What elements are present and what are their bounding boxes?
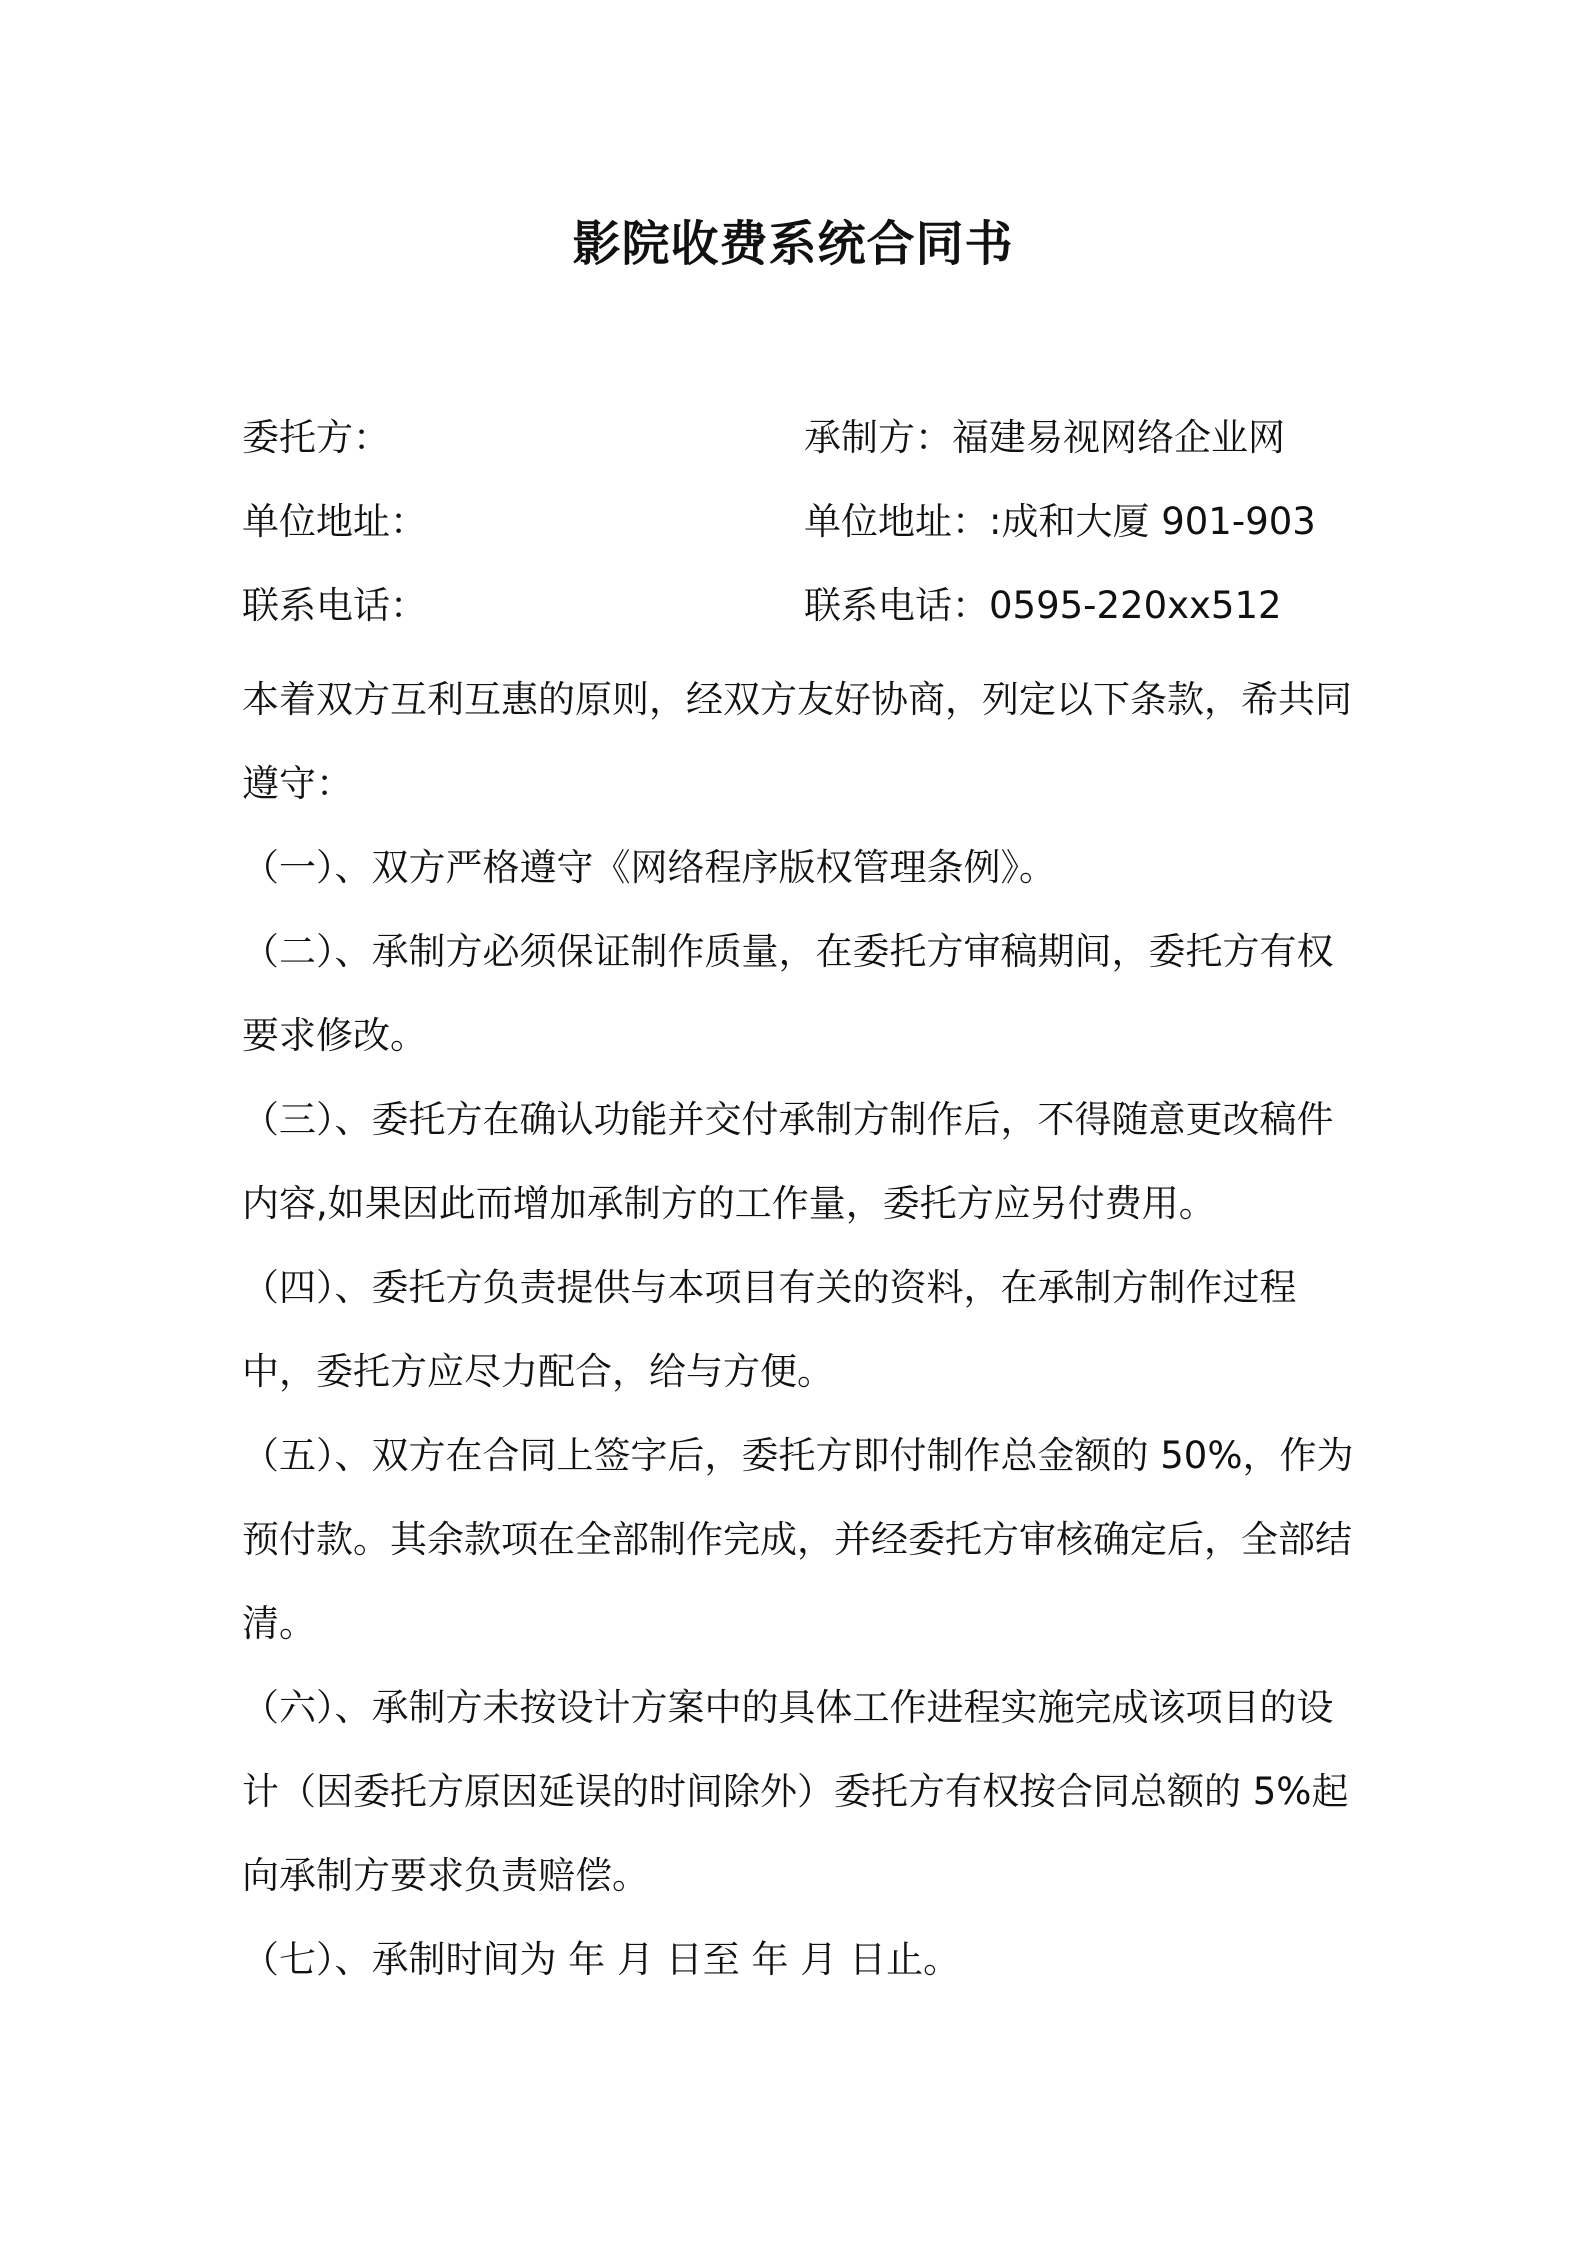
client-name-label: 委托方： — [242, 416, 390, 459]
clause-6: （六）、承制方未按设计方案中的具体工作进程实施完成该项目的设计（因委托方原因延误的时间除外）委托方有权按合同总额的 5%起向承制方要求负责赔偿。 — [242, 1686, 1349, 1897]
intro-paragraph: 本着双方互利互惠的原则，经双方友好协商，列定以下条款，希共同遵守： — [242, 678, 1352, 805]
contractor-name: 承制方：福建易视网络企业网 — [804, 416, 1285, 459]
party-address-row — [242, 492, 1362, 552]
client-address-label: 单位地址： — [242, 500, 427, 543]
contract-body — [242, 658, 1362, 2002]
clause-5: （五）、双方在合同上签字后，委托方即付制作总金额的 50%，作为预付款。其余款项在全部制作完成，并经委托方审核确定后，全部结清。 — [242, 1434, 1354, 1645]
clause-1: （一）、双方严格遵守《网络程序版权管理条例》。 — [242, 846, 1056, 889]
clause-2: （二）、承制方必须保证制作质量，在委托方审稿期间，委托方有权要求修改。 — [242, 930, 1334, 1057]
clause-4: （四）、委托方负责提供与本项目有关的资料，在承制方制作过程中，委托方应尽力配合，给与方便。 — [242, 1266, 1297, 1393]
contractor-address: 单位地址：:成和大厦 901-903 — [804, 500, 1316, 543]
document-title: 影院收费系统合同书 — [572, 216, 1014, 272]
party-phone-row — [242, 576, 1362, 636]
party-name-row — [242, 408, 1362, 468]
clause-3: （三）、委托方在确认功能并交付承制方制作后，不得随意更改稿件内容,如果因此而增加承制方的工作量，委托方应另付费用。 — [242, 1098, 1334, 1225]
clause-7: （七）、承制时间为 年 月 日至 年 月 日止。 — [242, 1938, 961, 1981]
contractor-phone: 联系电话：0595-220xx512 — [804, 584, 1282, 627]
client-phone-label: 联系电话： — [242, 584, 427, 627]
